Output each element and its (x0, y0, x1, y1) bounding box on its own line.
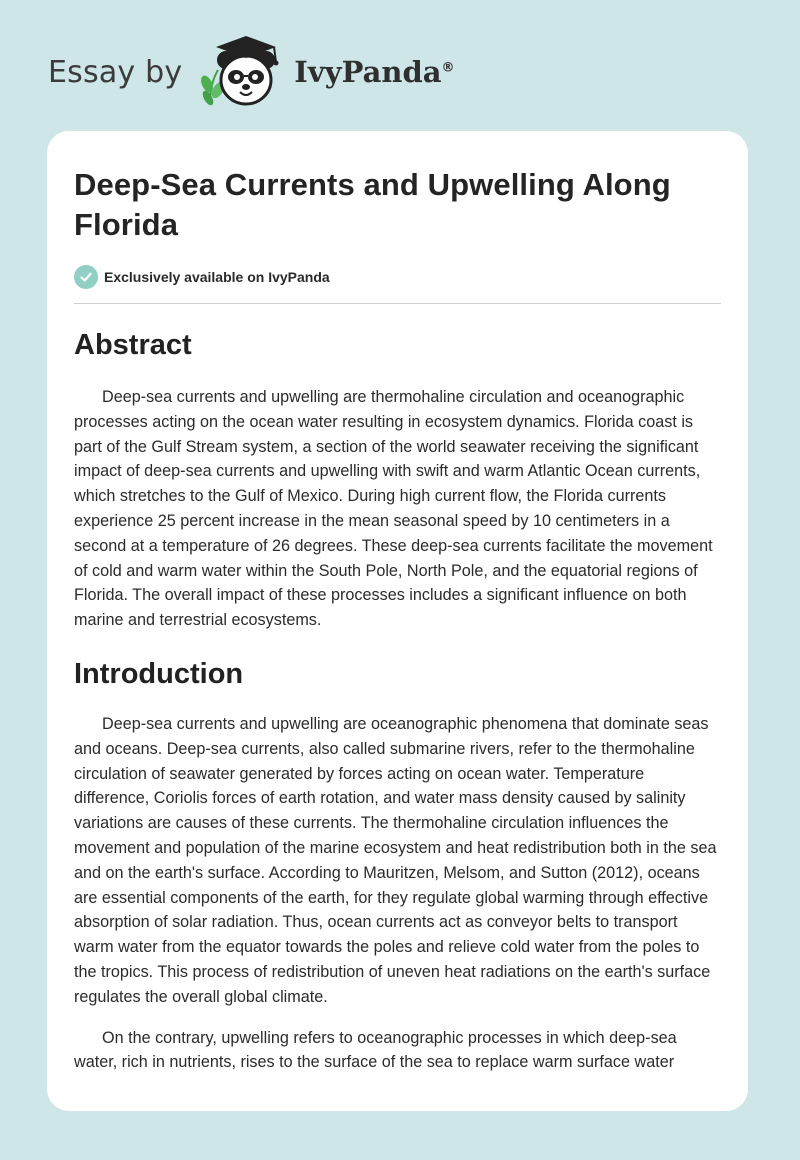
introduction-paragraph-2: On the contrary, upwelling refers to oceanographic processes in which deep-sea water, rich in nutrients, rises to the surface of the sea to replace warm surface water (74, 1028, 677, 1072)
title-divider (74, 303, 721, 304)
section-heading-introduction: Introduction (74, 657, 244, 690)
exclusive-badge-label: Exclusively available on IvyPanda (104, 269, 330, 285)
abstract-paragraph: Deep-sea currents and upwelling are thermohaline circulation and oceanographic processes acting on the ocean water resulting in ecosystem dynamics. Florida coast is part of the Gulf Stream system, a section of the world seawater receiving the significant impact of deep-sea currents and upwelling with swift and warm Atlantic Ocean currents, which stretches to the Gulf of Mexico. During high current flow, the Florida currents experience 25 percent increase in the mean seasonal speed by 10 centimeters in a second at a temperature of 26 degrees. These deep-sea currents facilitate the movement of cold and warm water within the South Pole, North Pole, and the equatorial regions of Florida. The overall impact of these processes includes a significant influence on both marine and terrestrial ecosystems. (74, 388, 713, 630)
brand-name: IvyPanda® (294, 55, 455, 89)
panda-logo-icon (196, 34, 288, 110)
exclusive-badge (74, 265, 721, 289)
essay-title: Deep-Sea Currents and Upwelling Along Florida (74, 167, 671, 242)
brand-header[interactable] (48, 34, 455, 110)
check-icon (74, 265, 98, 289)
introduction-paragraph-1: Deep-sea currents and upwelling are oceanographic phenomena that dominate seas and oceans. Deep-sea currents, also called submarine rivers, refer to the thermohaline circulation of seawater generated by forces acting on ocean water. Temperature difference, Coriolis forces of earth rotation, and water mass density caused by salinity variations are causes of these currents. The thermohaline circulation influences the movement and population of the marine ecosystem and heat redistribution both in the sea and on the earth's surface. According to Mauritzen, Melsom, and Sutton (2012), oceans are essential components of the earth, for they regulate global warming through effective absorption of solar radiation. Thus, ocean currents act as conveyor belts to transport warm water from the equator towards the poles and relieve cold water from the poles to the tropics. This process of redistribution of uneven heat radiations on the earth's surface regulates the overall global climate. (74, 714, 717, 1006)
essay-card (47, 131, 748, 1111)
brand-prefix: Essay by (48, 54, 183, 90)
section-heading-abstract: Abstract (74, 329, 192, 361)
